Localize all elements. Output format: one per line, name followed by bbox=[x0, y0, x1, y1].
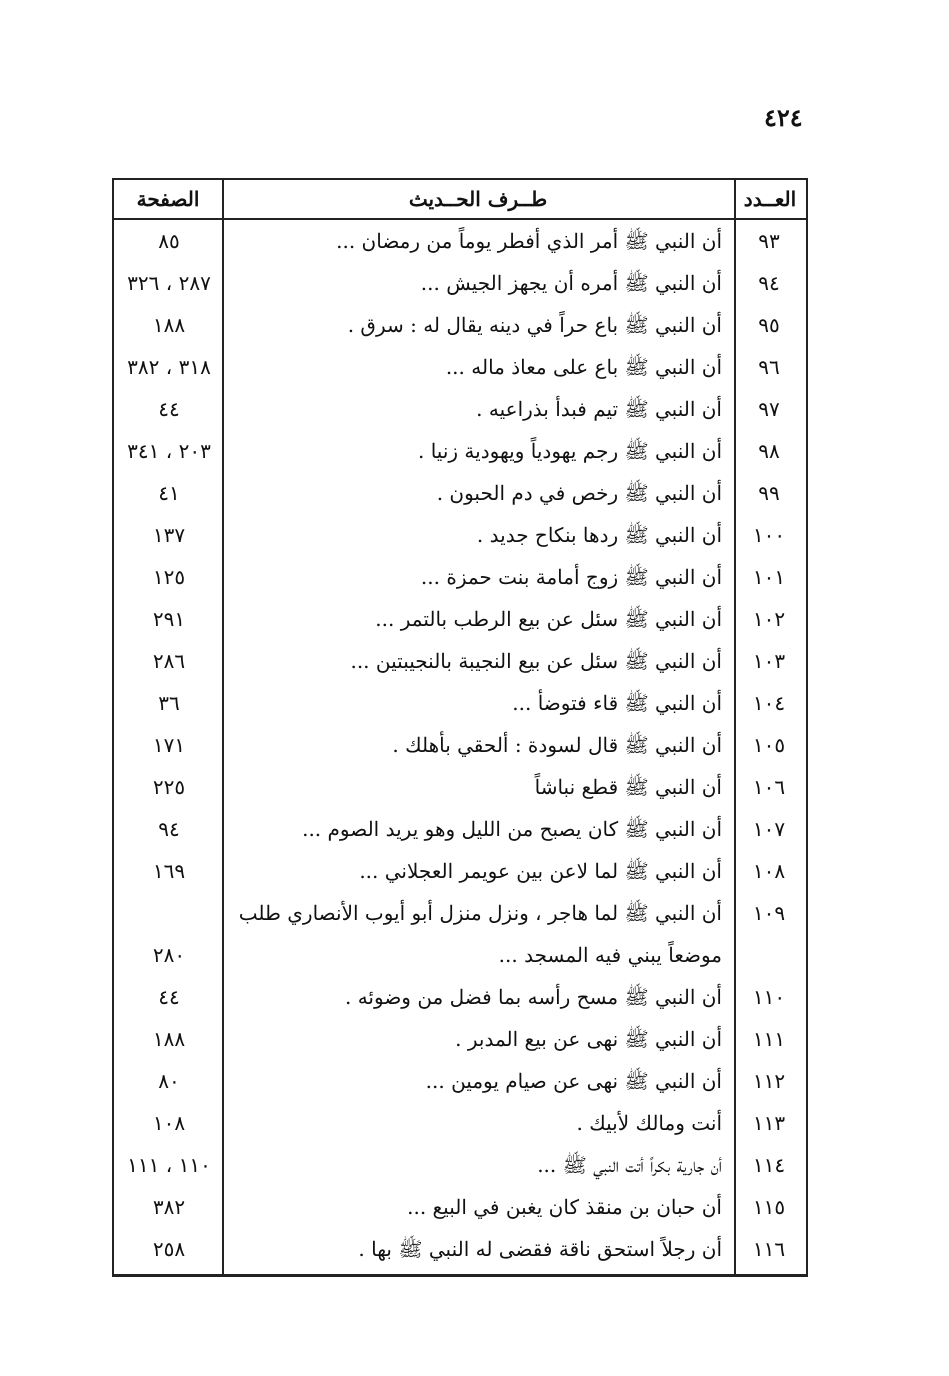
hadith-text-line: أن النبي ﷺ أمره أن يجهز الجيش ... bbox=[420, 271, 722, 295]
hadith-text-line: أن النبي ﷺ رخص في دم الحبون . bbox=[436, 481, 722, 505]
hadith-text bbox=[232, 1228, 722, 1270]
table-row bbox=[114, 1228, 806, 1270]
row-number: ١١٥ bbox=[752, 1195, 786, 1219]
page-reference: ٨٠ bbox=[158, 1069, 180, 1093]
hadith-text bbox=[232, 1144, 722, 1186]
page-reference: ٩٤ bbox=[158, 817, 180, 841]
page-reference: ١٨٨ bbox=[152, 313, 186, 337]
hadith-text-line: أن النبي ﷺ قاء فتوضأ ... bbox=[512, 691, 722, 715]
hadith-index-table bbox=[112, 178, 808, 1277]
page-reference: ٢٢٥ bbox=[152, 775, 186, 799]
page-reference: ٤١ bbox=[158, 481, 180, 505]
hadith-text bbox=[232, 388, 722, 430]
page-reference: ١٢٥ bbox=[152, 565, 186, 589]
table-row bbox=[114, 1060, 806, 1102]
hadith-text-line: أن النبي ﷺ نهى عن صيام يومين ... bbox=[425, 1069, 722, 1093]
table-row bbox=[114, 682, 806, 724]
hadith-text bbox=[232, 346, 722, 388]
table-row bbox=[114, 850, 806, 892]
row-number: ١٠١ bbox=[752, 565, 786, 589]
table-row bbox=[114, 976, 806, 1018]
hadith-text-line: أن النبي ﷺ لما لاعن بين عويمر العجلاني ... bbox=[359, 859, 722, 883]
page-reference: ٤٤ bbox=[158, 985, 180, 1009]
table-row bbox=[114, 346, 806, 388]
hadith-text bbox=[232, 682, 722, 724]
hadith-text-line: أن النبي ﷺ كان يصبح من الليل وهو يريد الصوم ... bbox=[302, 817, 722, 841]
row-number: ١١٢ bbox=[752, 1069, 786, 1093]
hadith-text bbox=[232, 724, 722, 766]
page-reference: ٢٠٣ ، ٣٤١ bbox=[127, 439, 211, 463]
table-row bbox=[114, 304, 806, 346]
hadith-text-line: أن النبي ﷺ زوج أمامة بنت حمزة ... bbox=[420, 565, 722, 589]
hadith-text bbox=[232, 1186, 722, 1228]
row-number: ١١٦ bbox=[752, 1237, 786, 1261]
page-reference: ٤٤ bbox=[158, 397, 180, 421]
hadith-text-line: أنت ومالك لأبيك . bbox=[576, 1111, 722, 1135]
table-row bbox=[114, 892, 806, 976]
hadith-text-line: أن النبي ﷺ مسح رأسه بما فضل من وضوئه . bbox=[344, 985, 722, 1009]
hadith-text bbox=[232, 640, 722, 682]
row-number: ١٠٨ bbox=[752, 859, 786, 883]
hadith-text-line: أن النبي ﷺ باع حراً في دينه يقال له : سرق . bbox=[347, 313, 722, 337]
table-row bbox=[114, 1144, 806, 1186]
hadith-text-line: أن النبي ﷺ ردها بنكاح جديد . bbox=[476, 523, 722, 547]
hadith-text-line: أن النبي ﷺ باع على معاذ ماله ... bbox=[445, 355, 722, 379]
row-number: ١٠٥ bbox=[752, 733, 786, 757]
table-row bbox=[114, 514, 806, 556]
table-row bbox=[114, 766, 806, 808]
hadith-text bbox=[232, 766, 722, 808]
header-page: الصفحة bbox=[136, 187, 200, 211]
row-number: ١١١ bbox=[752, 1027, 786, 1051]
row-number: ١٠٧ bbox=[752, 817, 786, 841]
table-row bbox=[114, 262, 806, 304]
table-header bbox=[114, 180, 806, 218]
hadith-text bbox=[232, 892, 722, 976]
table-row bbox=[114, 1018, 806, 1060]
hadith-text-line: أن النبي ﷺ سئل عن بيع النجيبة بالنجيبتين ... bbox=[350, 649, 722, 673]
table-row bbox=[114, 640, 806, 682]
hadith-text-continuation: موضعاً يبني فيه المسجد ... bbox=[498, 943, 722, 967]
hadith-text-line: أن النبي ﷺ سئل عن بيع الرطب بالتمر ... bbox=[375, 607, 722, 631]
hadith-text bbox=[232, 430, 722, 472]
table-row bbox=[114, 430, 806, 472]
hadith-text-line: أن النبي ﷺ قال لسودة : ألحقي بأهلك . bbox=[392, 733, 722, 757]
row-number: ١٠٩ bbox=[752, 901, 786, 925]
page-reference: ٢٥٨ bbox=[152, 1237, 186, 1261]
page-reference: ٣٦ bbox=[158, 691, 180, 715]
page-reference: ١٦٩ bbox=[152, 859, 186, 883]
page-reference: ١٨٨ bbox=[152, 1027, 186, 1051]
hadith-text bbox=[232, 598, 722, 640]
page-reference: ٢٨٧ ، ٣٢٦ bbox=[127, 271, 211, 295]
table-row bbox=[114, 472, 806, 514]
row-number: ١٠٦ bbox=[752, 775, 786, 799]
row-number: ١١٣ bbox=[752, 1111, 786, 1135]
page-reference: ٣١٨ ، ٣٨٢ bbox=[127, 355, 211, 379]
hadith-text-line: أن جارية بكراً أتت النبي ﷺ ... bbox=[537, 1153, 722, 1177]
hadith-text-line: أن رجلاً استحق ناقة فقضى له النبي ﷺ بها . bbox=[358, 1237, 722, 1261]
row-number: ٩٣ bbox=[758, 229, 780, 253]
row-number: ٩٩ bbox=[758, 481, 780, 505]
hadith-text-line: أن النبي ﷺ قطع نباشاً bbox=[534, 775, 722, 799]
table-row bbox=[114, 1102, 806, 1144]
row-number: ١١٠ bbox=[752, 985, 786, 1009]
hadith-text bbox=[232, 1102, 722, 1144]
table-row bbox=[114, 388, 806, 430]
hadith-text bbox=[232, 808, 722, 850]
hadith-text-line: أن حبان بن منقذ كان يغبن في البيع ... bbox=[407, 1195, 722, 1219]
row-number: ١٠٤ bbox=[752, 691, 786, 715]
hadith-text bbox=[232, 850, 722, 892]
page-reference: ٢٩١ bbox=[152, 607, 186, 631]
hadith-text bbox=[232, 1060, 722, 1102]
hadith-text bbox=[232, 472, 722, 514]
page-number: ٤٢٤ bbox=[764, 103, 803, 132]
row-number: ٩٨ bbox=[758, 439, 780, 463]
table-row bbox=[114, 220, 806, 262]
page-reference: ١٠٨ bbox=[152, 1111, 186, 1135]
hadith-text-line: أن النبي ﷺ تيم فبدأ بذراعيه . bbox=[476, 397, 722, 421]
table-row bbox=[114, 1186, 806, 1228]
row-number: ١١٤ bbox=[752, 1153, 786, 1177]
row-number: ١٠٢ bbox=[752, 607, 786, 631]
page-reference: ١٧١ bbox=[152, 733, 186, 757]
page-reference: ١٣٧ bbox=[152, 523, 186, 547]
page-reference: ٢٨٠ bbox=[152, 943, 186, 967]
hadith-text bbox=[232, 556, 722, 598]
table-row bbox=[114, 556, 806, 598]
hadith-text bbox=[232, 1018, 722, 1060]
row-number: ٩٦ bbox=[758, 355, 780, 379]
hadith-text-line: أن النبي ﷺ نهى عن بيع المدبر . bbox=[455, 1027, 722, 1051]
page-reference: ١١٠ ، ١١١ bbox=[127, 1153, 211, 1177]
row-number: ٩٧ bbox=[758, 397, 780, 421]
header-hadith-text: طــرف الحــديث bbox=[408, 187, 548, 211]
row-number: ١٠٣ bbox=[752, 649, 786, 673]
page-reference: ٨٥ bbox=[158, 229, 180, 253]
page-reference: ٣٨٢ bbox=[152, 1195, 186, 1219]
row-number: ١٠٠ bbox=[752, 523, 786, 547]
table-row bbox=[114, 808, 806, 850]
hadith-text-line: أن النبي ﷺ أمر الذي أفطر يوماً من رمضان ... bbox=[336, 229, 722, 253]
hadith-text bbox=[232, 304, 722, 346]
row-number: ٩٤ bbox=[758, 271, 780, 295]
table-row bbox=[114, 724, 806, 766]
hadith-text bbox=[232, 262, 722, 304]
hadith-text-line: أن النبي ﷺ لما هاجر ، ونزل منزل أبو أيوب الأنصاري طلب bbox=[238, 901, 722, 925]
table-row bbox=[114, 598, 806, 640]
hadith-text-line: أن النبي ﷺ رجم يهودياً ويهودية زنيا . bbox=[418, 439, 722, 463]
header-number: العــدد bbox=[743, 187, 797, 211]
hadith-text bbox=[232, 976, 722, 1018]
page-reference: ٢٨٦ bbox=[152, 649, 186, 673]
hadith-text bbox=[232, 514, 722, 556]
row-number: ٩٥ bbox=[758, 313, 780, 337]
hadith-text bbox=[232, 220, 722, 262]
